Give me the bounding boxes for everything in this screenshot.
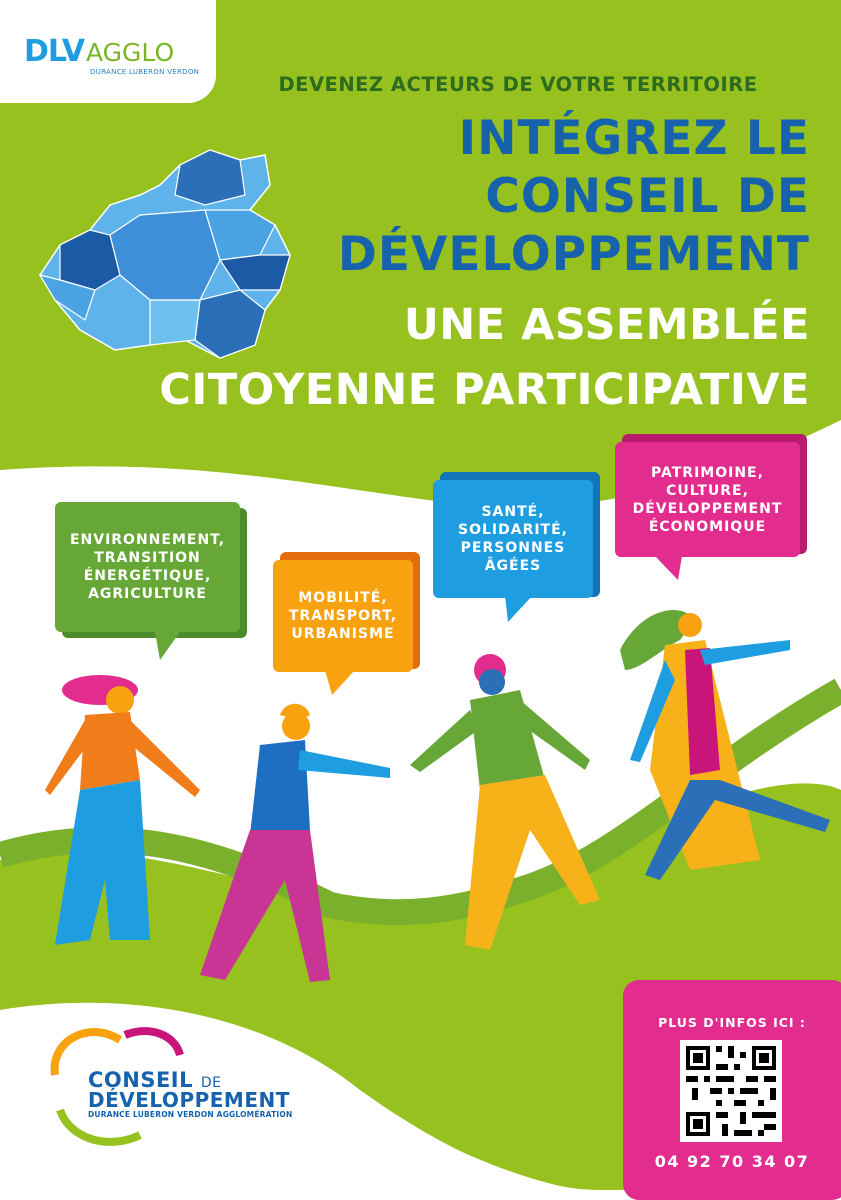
bubble-line: ÉCONOMIQUE [648, 518, 767, 535]
bubble-line: ÉNERGÉTIQUE, [83, 568, 212, 584]
bubble-line: TRANSITION [94, 550, 201, 566]
bubble-line: MOBILITÉ, [298, 590, 388, 606]
logo-dlv: DLV [24, 34, 85, 69]
bubble-heritage [615, 442, 800, 557]
footer-logo-line1: CONSEIL DE [88, 1068, 222, 1092]
bubble-line: PATRIMOINE, [651, 464, 764, 481]
bubble-line: SANTÉ, [481, 504, 545, 520]
bubble-line: URBANISME [291, 626, 395, 642]
phone-number[interactable]: 04 92 70 34 07 [654, 1152, 810, 1171]
kicker-text: DEVENEZ ACTEURS DE VOTRE TERRITOIRE [278, 73, 758, 96]
title-line: DÉVELOPPEMENT [337, 227, 810, 282]
logo-agglo: AGGLO [86, 38, 175, 67]
bubble-line: SOLIDARITÉ, [458, 522, 568, 538]
bubble-health [433, 480, 593, 598]
qr-code-icon[interactable] [680, 1040, 782, 1142]
page-title [290, 110, 810, 284]
bubble-line: TRANSPORT, [288, 608, 398, 624]
logo-subtitle: DURANCE LUBERON VERDON [90, 68, 200, 76]
subtitle-line-2: CITOYENNE PARTICIPATIVE [159, 365, 810, 415]
bubble-line: AGRICULTURE [88, 586, 207, 602]
footer-logo-line3: DURANCE LUBERON VERDON AGGLOMÉRATION [88, 1110, 293, 1119]
footer-logo-line2: DÉVELOPPEMENT [88, 1088, 290, 1112]
bubble-environment [55, 502, 240, 632]
bubble-line: PERSONNES [460, 540, 566, 556]
info-heading: PLUS D'INFOS ICI : [658, 1015, 806, 1030]
bubble-line: ENVIRONNEMENT, [69, 532, 226, 548]
subtitle-line-1: UNE ASSEMBLÉE [403, 300, 810, 350]
bubble-line: CULTURE, [666, 482, 749, 499]
bubble-line: ÂGÉES [484, 558, 542, 574]
title-line: INTÉGREZ LE [458, 111, 810, 166]
bubble-line: DÉVELOPPEMENT [632, 500, 783, 517]
title-line: CONSEIL DE [485, 169, 810, 224]
bubble-mobility [273, 560, 413, 672]
